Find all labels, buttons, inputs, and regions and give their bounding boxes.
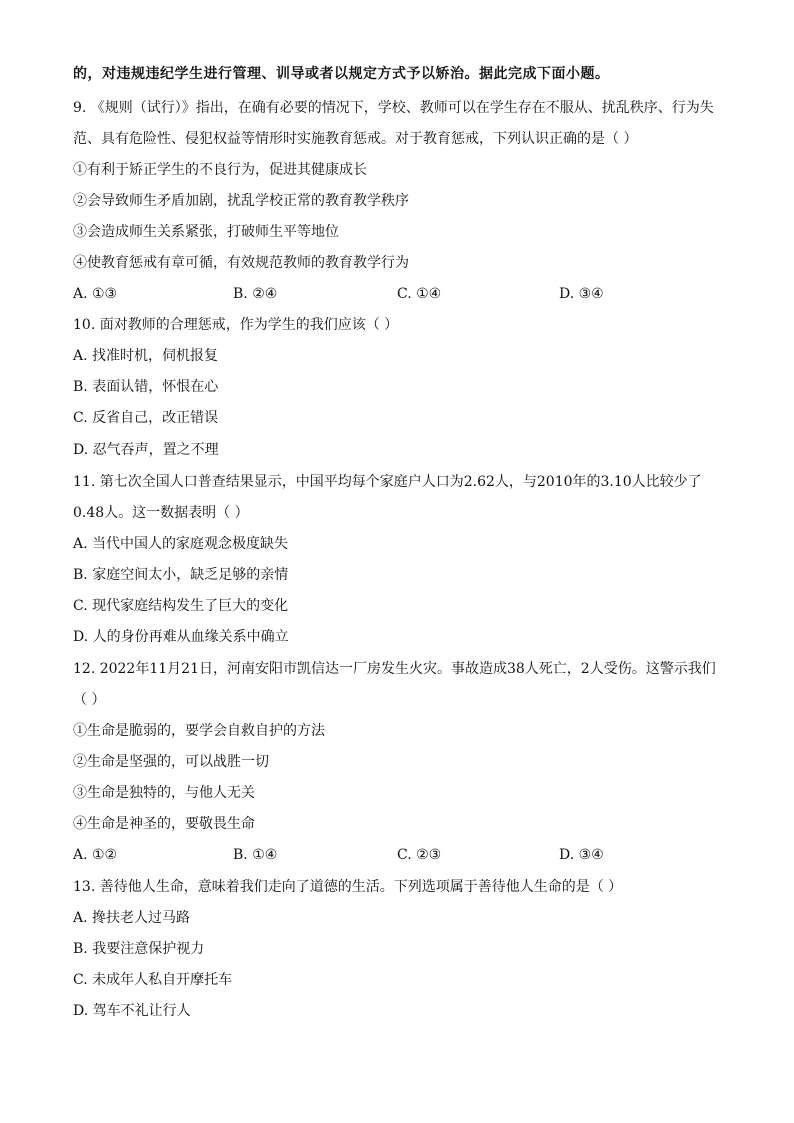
question-9-statement-1: ①有利于矫正学生的不良行为，促进其健康成长 — [73, 162, 367, 178]
question-9-option-b: B. ②④ — [233, 286, 278, 302]
question-9-statement-4: ④使教育惩戒有章可循，有效规范教师的教育教学行为 — [73, 255, 409, 271]
question-12-option-c: C. ②③ — [397, 847, 442, 863]
question-12-statement-3: ③生命是独特的，与他人无关 — [73, 785, 255, 801]
question-12-options — [73, 845, 723, 865]
question-13-stem: 13. 善待他人生命，意味着我们走向了道德的生活。下列选项属于善待他人生命的是（ ） — [73, 879, 623, 895]
question-11-option-b: B. 家庭空间太小，缺乏足够的亲情 — [73, 567, 289, 583]
question-13-option-b: B. 我要注意保护视力 — [73, 941, 205, 957]
question-10-option-d: D. 忍气吞声，置之不理 — [73, 442, 219, 458]
question-12-stem-line-2: （ ） — [73, 692, 106, 708]
question-11-option-c: C. 现代家庭结构发生了巨大的变化 — [73, 598, 289, 614]
question-11-stem-line-2: 0.48人。这一数据表明（ ） — [73, 505, 249, 521]
question-12-statement-2: ②生命是坚强的，可以战胜一切 — [73, 754, 269, 770]
question-9-options — [73, 284, 723, 304]
question-11-option-d: D. 人的身份再难从血缘关系中确立 — [73, 629, 289, 645]
question-12-option-b: B. ①④ — [233, 847, 278, 863]
question-9-option-a: A. ①③ — [73, 286, 118, 302]
question-11-option-a: A. 当代中国人的家庭观念极度缺失 — [73, 536, 289, 552]
question-9-option-d: D. ③④ — [559, 286, 604, 302]
question-9-option-c: C. ①④ — [397, 286, 442, 302]
question-10-option-c: C. 反省自己，改正错误 — [73, 410, 219, 426]
question-9-statement-2: ②会导致师生矛盾加剧，扰乱学校正常的教育教学秩序 — [73, 193, 409, 209]
question-12-statement-1: ①生命是脆弱的，要学会自救自护的方法 — [73, 723, 325, 739]
question-10-option-b: B. 表面认错，怀恨在心 — [73, 379, 219, 395]
intro-tail-text: 的，对违规违纪学生进行管理、训导或者以规定方式予以矫治。据此完成下面小题。 — [73, 66, 610, 82]
question-13-option-c: C. 未成年人私自开摩托车 — [73, 972, 233, 988]
question-13-option-d: D. 驾车不礼让行人 — [73, 1003, 191, 1019]
question-9-statement-3: ③会造成师生关系紧张，打破师生平等地位 — [73, 224, 339, 240]
question-12-option-d: D. ③④ — [559, 847, 604, 863]
question-11-stem-line-1: 11. 第七次全国人口普查结果显示，中国平均每个家庭户人口为2.62人，与2010年的3.10人比较少了 — [73, 474, 702, 490]
question-12-statement-4: ④生命是神圣的，要敬畏生命 — [73, 816, 255, 832]
question-12-option-a: A. ①② — [73, 847, 118, 863]
question-10-stem: 10. 面对教师的合理惩戒，作为学生的我们应该（ ） — [73, 317, 399, 333]
question-12-stem-line-1: 12. 2022年11月21日，河南安阳市凯信达一厂房发生火灾。事故造成38人死亡，2人受伤。这警示我们 — [73, 661, 716, 677]
question-13-option-a: A. 搀扶老人过马路 — [73, 910, 191, 926]
question-10-option-a: A. 找准时机，伺机报复 — [73, 348, 219, 364]
question-9-stem-line-1: 9. 《规则（试行）》指出，在确有必要的情况下，学校、教师可以在学生存在不服从、扰乱秩序、行为失 — [73, 100, 714, 116]
question-9-stem-line-2: 范、具有危险性、侵犯权益等情形时实施教育惩戒。对于教育惩戒，下列认识正确的是（ ） — [73, 131, 638, 147]
